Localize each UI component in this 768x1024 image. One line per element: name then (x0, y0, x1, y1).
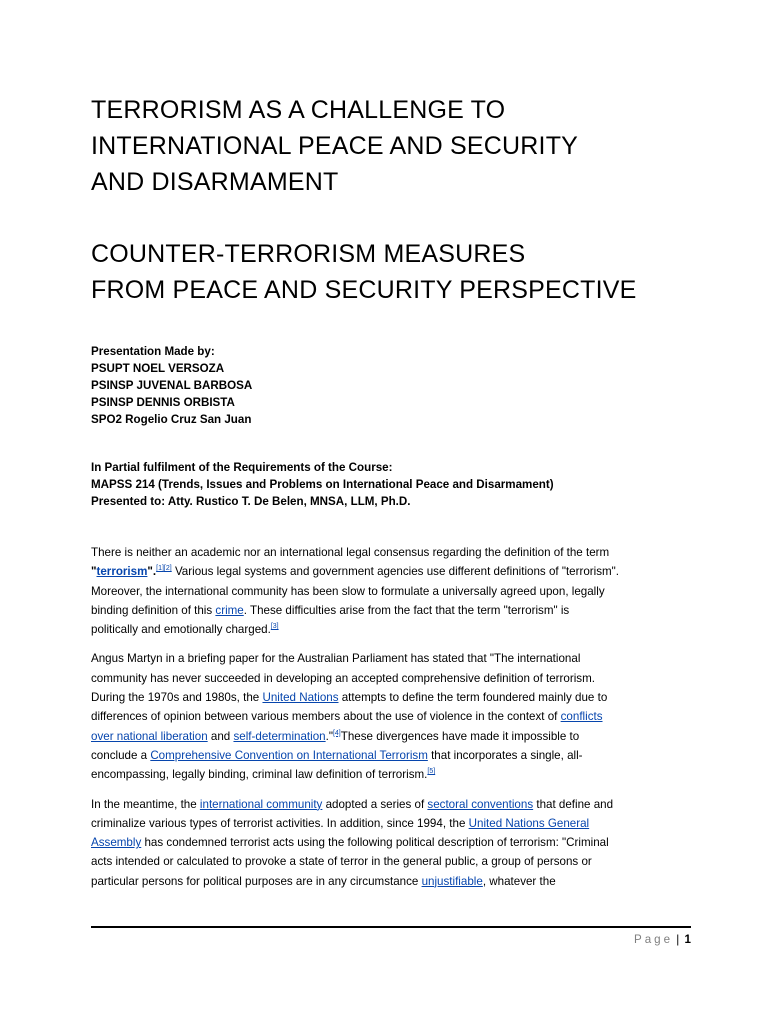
text-run: ". (147, 565, 157, 579)
course-presented-to: Presented to: Atty. Rustico T. De Belen, MNSA, LLM, Ph.D. (91, 495, 411, 508)
link-comprehensive-convention[interactable]: Comprehensive Convention on International Terrorism (150, 748, 428, 762)
paragraph-definition (91, 543, 691, 639)
page-separator: | (676, 933, 680, 946)
presenter-name: PSUPT NOEL VERSOZA (91, 362, 225, 375)
paragraph-conventions (91, 795, 691, 891)
link-sectoral-conventions[interactable]: sectoral conventions (427, 797, 534, 811)
link-conflicts-over-national-liberation[interactable]: over national liberation (91, 729, 208, 743)
page-number: 1 (684, 933, 691, 946)
text-line (91, 543, 691, 562)
title-line: AND DISARMAMENT (91, 168, 339, 196)
text-run: binding definition of this (91, 603, 216, 617)
course-block (91, 459, 711, 510)
text-run: community has never succeeded in developing an accepted comprehensive definition of terrorism. (91, 671, 595, 685)
title-line: TERRORISM AS A CHALLENGE TO (91, 96, 506, 124)
text-run: has condemned terrorist acts using the following political description of terrorism: "Criminal (141, 836, 609, 850)
text-line (91, 688, 691, 707)
text-run: politically and emotionally charged. (91, 623, 271, 637)
text-run: acts intended or calculated to provoke a state of terror in the general public, a group of persons or (91, 855, 592, 869)
text-run: . These difficulties arise from the fact that the term "terrorism" is (243, 603, 570, 617)
text-line (91, 852, 691, 871)
text-line (91, 669, 691, 688)
text-run: " (91, 565, 97, 579)
text-run: Various legal systems and government agencies use different definitions of "terrorism". (171, 565, 620, 579)
text-run: In the meantime, the (91, 797, 200, 811)
text-line (91, 582, 691, 601)
text-line (91, 795, 691, 814)
footer-rule (91, 926, 691, 928)
page-label: Page (633, 933, 674, 946)
text-line (91, 727, 691, 746)
text-run: There is neither an academic nor an international legal consensus regarding the definition of the term (91, 546, 610, 559)
text-run: that define and (533, 797, 614, 811)
presenters-block (91, 343, 691, 428)
citation-link[interactable]: [2] (163, 565, 172, 573)
presenters-heading: Presentation Made by: (91, 345, 215, 358)
text-run: , whatever the (482, 874, 556, 888)
subtitle-line: COUNTER-TERRORISM MEASURES (91, 240, 526, 268)
citation-link[interactable]: [5] (427, 768, 436, 776)
link-un-general-assembly[interactable]: Assembly (91, 836, 142, 850)
text-run: adopted a series of (322, 797, 428, 811)
link-conflicts-over-national-liberation[interactable]: conflicts (560, 710, 603, 724)
citation-link[interactable]: [4] (332, 729, 341, 737)
text-line (91, 746, 691, 765)
text-run: ." (325, 729, 333, 743)
text-line (91, 765, 691, 784)
text-run: that incorporates a single, all- (427, 748, 583, 762)
citation-link[interactable]: [1] (156, 565, 164, 573)
title-block (91, 92, 691, 308)
text-run: attempts to define the term foundered mainly due to (338, 691, 608, 705)
text-run: particular persons for political purposes are in any circumstance (91, 874, 422, 888)
course-requirement: In Partial fulfilment of the Requirements of the Course: (91, 461, 393, 474)
text-run: conclude a (91, 748, 151, 762)
citation-link[interactable]: [3] (270, 623, 279, 631)
text-line (91, 620, 691, 639)
page-footer (634, 932, 691, 948)
text-run: and (207, 729, 234, 743)
text-run: encompassing, legally binding, criminal law definition of terrorism. (91, 768, 428, 782)
text-run: These divergences have made it impossible to (340, 729, 580, 743)
link-crime[interactable]: crime (215, 603, 244, 617)
text-line (91, 872, 691, 891)
link-unjustifiable[interactable]: unjustifiable (421, 874, 483, 888)
link-united-nations[interactable]: United Nations (262, 691, 339, 705)
paragraph-martyn (91, 649, 691, 784)
presenter-name: SPO2 Rogelio Cruz San Juan (91, 413, 252, 426)
text-line (91, 814, 691, 833)
presenter-name: PSINSP JUVENAL BARBOSA (91, 379, 253, 392)
title-line: INTERNATIONAL PEACE AND SECURITY (91, 132, 579, 160)
link-un-general-assembly[interactable]: United Nations General (468, 816, 590, 830)
text-line (91, 562, 691, 581)
text-run: Angus Martyn in a briefing paper for the Australian Parliament has stated that "The international (91, 652, 581, 666)
link-international-community[interactable]: international community (199, 797, 323, 811)
body-text (91, 543, 691, 901)
text-line (91, 649, 691, 668)
text-line (91, 833, 691, 852)
text-line (91, 707, 691, 726)
subtitle-line: FROM PEACE AND SECURITY PERSPECTIVE (91, 276, 637, 304)
text-line (91, 601, 691, 620)
presenter-name: PSINSP DENNIS ORBISTA (91, 396, 235, 409)
course-code: MAPSS 214 (Trends, Issues and Problems on International Peace and Disarmament) (91, 478, 554, 491)
link-terrorism[interactable]: terrorism (96, 565, 148, 579)
title-spacer (91, 200, 691, 236)
text-run: Moreover, the international community has been slow to formulate a universally agreed upon, legally (91, 584, 605, 598)
text-run: criminalize various types of terrorist activities. In addition, since 1994, the (91, 816, 469, 830)
link-self-determination[interactable]: self-determination (233, 729, 326, 743)
text-run: differences of opinion between various members about the use of violence in the context of (91, 710, 561, 724)
text-run: During the 1970s and 1980s, the (91, 691, 263, 705)
